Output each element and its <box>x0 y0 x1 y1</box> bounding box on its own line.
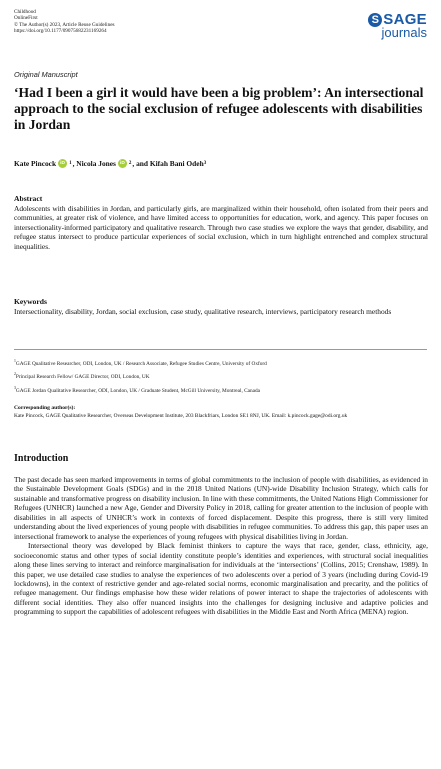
affiliation-2 <box>14 371 428 380</box>
author-list <box>14 159 207 168</box>
doi-link[interactable]: https://doi.org/10.1177/09075682231169264 <box>14 28 107 35</box>
corresponding-author-text: Kate Pincock, GAGE Qualitative Researcher, Overseas Development Institute, 203 Blackfriars, London SE1 8NJ, UK. Email: k.pincock.gage@odi.org.uk <box>14 413 348 419</box>
introduction-heading: Introduction <box>14 453 69 464</box>
copyright-line: © The Author(s) 2023, Article Reuse Guidelines <box>14 21 115 28</box>
sage-s-icon: S <box>368 13 382 27</box>
author-affiliation-mark: 1 <box>69 161 72 166</box>
author-affiliation-mark: 2 <box>128 161 132 166</box>
paragraph: Intersectional theory was developed by Black feminist thinkers to capture the ways that race, gender, class, ethnicity, age, socioeconomic status and other types of social identity constitute people’s identities and experiences, with structural social inequalities along these lines serving to interact and reinforce marginalisation for individuals at the ‘intersections’ (Collins, 2015; Crenshaw, 1989). In this paper, we use detailed case studies to analyse the experiences of two adolescents over a period of 3 years (including during Covid-19 lockdowns), in the context of restrictive gender and age-related social norms, economic marginalisation and precarity, and the politics of refugee management. Our findings emphasise how these wider relations of power interact to shape the trajectories of adolescents with different social identities. They also offer nuanced insights into the challenges for designing inclusive and adaptive policies and programming to support the capabilities of adolescent refugees with disabilities in the Middle East and North Africa (MENA) region. <box>14 541 428 617</box>
affiliation-text: GAGE Jordan Qualitative Researcher, ODI, London, UK / Graduate Student, McGill University, Montreal, Canada <box>15 387 260 394</box>
divider <box>14 349 427 350</box>
paragraph: The past decade has seen marked improvements in terms of global commitments to the inclusion of people with disabilities, as evidenced in the Sustainable Development Goals (SDGs) and in the 2018 United Nations (UN)-wide Disability Inclusion Strategy, which calls for sustainable and transformative progress on disability inclusion. In line with these commitments, the United Nations High Commissioner for Refugees (UNHCR) launched a new Age, Gender and Diversity Policy in 2018, calling for greater attention to the inclusion of people with disabilities in all aspects of UNHCR’s work in contexts of forced displacement. Despite this progress, there is still very limited understanding about the lived experiences of young people with disabilities in refugee communities. To address this gap, this paper uses an intersectional framework to analyse the experiences of young refugees with physical disabilities living in Jordan. <box>14 475 428 541</box>
sage-journals-logo <box>368 12 427 39</box>
affiliation-1 <box>14 358 428 367</box>
journal-meta <box>14 9 115 35</box>
journal-name: Childhood <box>14 9 36 15</box>
author-name: Nicola Jones <box>76 159 116 168</box>
affiliation-text: Principal Research Fellow/ GAGE Director, ODI, London, UK <box>15 373 150 380</box>
affiliation-mark: 3 <box>14 386 16 390</box>
keywords-heading: Keywords <box>14 297 47 306</box>
introduction-body <box>14 475 428 617</box>
keywords-text: Intersectionality, disability, Jordan, social exclusion, case study, qualitative research, interviews, participatory research methods <box>14 307 392 316</box>
affiliation-text: GAGE Qualitative Researcher, ODI, London, UK / Research Associate, Refugee Studies Centre, University of Oxford <box>15 360 267 367</box>
affiliation-mark: 1 <box>14 359 16 363</box>
sage-wordmark: SAGE <box>383 11 427 28</box>
orcid-icon[interactable]: iD <box>58 159 67 168</box>
corresponding-author-heading: Corresponding author(s): <box>14 405 76 411</box>
orcid-icon[interactable]: iD <box>118 159 127 168</box>
publication-status: OnlineFirst <box>14 15 38 22</box>
manuscript-label: Original Manuscript <box>14 70 78 79</box>
affiliation-mark: 2 <box>14 372 16 376</box>
affiliation-3 <box>14 385 428 394</box>
author-separator: , <box>72 159 77 168</box>
article-title: ‘Had I been a girl it would have been a big problem’: An intersectional approach to the social exclusion of refugee adolescents with disabilities in Jordan <box>14 85 424 132</box>
abstract-text: Adolescents with disabilities in Jordan, and particularly girls, are marginalized within their household, often isolated from their peers and communities, at greater risk of violence, and have limited access to opportunities for education, work, and agency. This paper focuses on intersectionality-informed participatory and qualitative research. Through two case studies we explore the ways that gender, disability, and refugee status intersect to produce particular experiences of social exclusion, which in turn highlight entrenched and complex structural inequalities. <box>14 204 428 251</box>
journals-wordmark: journals <box>381 25 427 40</box>
author-name: Kate Pincock <box>14 159 57 168</box>
abstract-heading: Abstract <box>14 194 43 203</box>
author-affiliation-mark: 3 <box>203 161 207 166</box>
author-name: Kifah Bani Odeh <box>149 159 204 168</box>
author-separator: , and <box>132 159 150 168</box>
